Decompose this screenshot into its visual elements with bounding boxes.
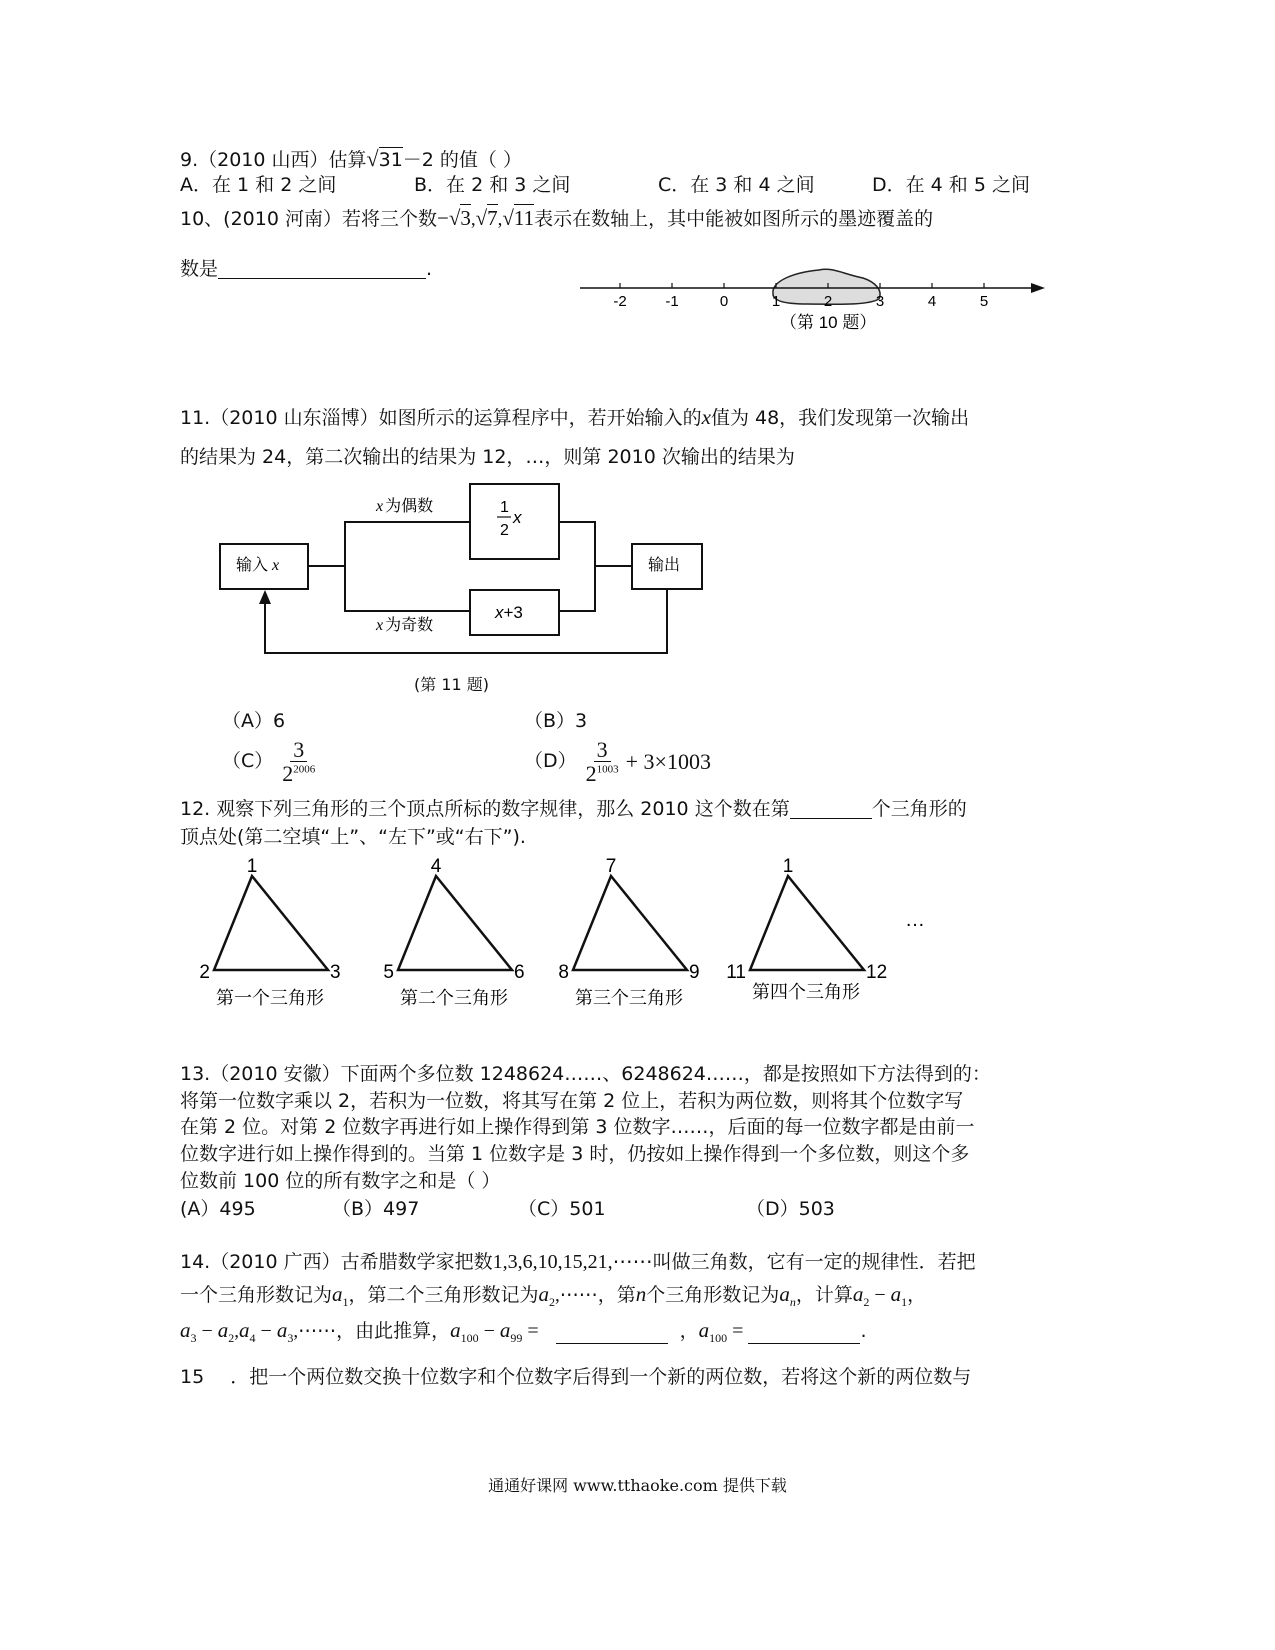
number-line-figure bbox=[575, 262, 1055, 340]
subscript: 3 bbox=[190, 1330, 197, 1345]
triangle-caption: 第一个三角形 bbox=[216, 988, 324, 1008]
q12-lead-b: 个三角形的 bbox=[871, 798, 967, 820]
var-a: a bbox=[499, 1318, 511, 1342]
minus: − bbox=[478, 1320, 500, 1342]
triangle-2 bbox=[398, 876, 512, 970]
d-numerator: 3 bbox=[594, 738, 611, 762]
equals: = bbox=[522, 1320, 544, 1342]
subscript: 100 bbox=[460, 1330, 479, 1345]
minus-sign: − bbox=[436, 206, 449, 230]
figure-10-caption: （第 10 题） bbox=[780, 313, 877, 332]
q9-radicand: 31 bbox=[378, 149, 403, 171]
comma: , bbox=[497, 209, 503, 230]
minus: − bbox=[255, 1320, 277, 1342]
q14-line1 bbox=[180, 1252, 976, 1272]
q9-stem bbox=[180, 148, 522, 170]
option-c-label: （C） bbox=[222, 750, 274, 773]
option-d-fraction bbox=[583, 738, 622, 785]
vertex-label-left: 8 bbox=[558, 962, 569, 983]
period: . bbox=[860, 1320, 867, 1342]
connector-upper bbox=[345, 522, 470, 611]
vertex-label-left: 11 bbox=[726, 962, 746, 983]
triangle-caption: 第二个三角形 bbox=[400, 988, 508, 1008]
q12-line1 bbox=[180, 800, 967, 819]
vertex-label-right: 6 bbox=[514, 962, 525, 983]
vertex-label-right: 3 bbox=[330, 962, 341, 983]
q13-option-d: （D）503 bbox=[746, 1198, 835, 1220]
var-a: a bbox=[239, 1318, 250, 1342]
axis-tick-label: 4 bbox=[927, 293, 937, 310]
var-a: a bbox=[180, 1318, 191, 1342]
output-label: 输出 bbox=[648, 557, 681, 574]
q14-text: ，第 bbox=[597, 1284, 636, 1306]
sqrt-sign: √ bbox=[502, 206, 514, 230]
q10-answer-line bbox=[180, 258, 432, 279]
c-base: 2 bbox=[282, 761, 294, 787]
subscript: 2 bbox=[549, 1294, 556, 1309]
q11-option-b: （B）3 bbox=[524, 710, 588, 732]
half-numerator: 1 bbox=[500, 499, 509, 516]
feedback-arrow bbox=[259, 590, 271, 604]
ellipsis: ,⋯⋯ bbox=[293, 1321, 337, 1342]
triangle-4 bbox=[750, 876, 864, 970]
axis-arrow bbox=[1031, 283, 1045, 293]
q13-line1: 13.（2010 安徽）下面两个多位数 1248624……、6248624……，都是按照如下方法得到的： bbox=[180, 1063, 991, 1085]
q10-radicand-3: 11 bbox=[513, 206, 535, 230]
triangle-caption: 第三个三角形 bbox=[575, 988, 683, 1008]
var-a: a bbox=[276, 1318, 288, 1342]
q9-option-a: A．在 1 和 2 之间 bbox=[180, 174, 337, 196]
q10-lead: 10、(2010 河南）若将三个数 bbox=[180, 208, 437, 230]
triangle-caption: 第四个三角形 bbox=[752, 982, 860, 1002]
d-base: 2 bbox=[585, 761, 597, 787]
axis-tick-label: 2 bbox=[823, 293, 833, 310]
vertex-label-top: 1 bbox=[246, 856, 258, 877]
q11-option-c bbox=[222, 738, 318, 785]
var-a: a bbox=[538, 1282, 550, 1306]
d-exponent: 1003 bbox=[596, 763, 619, 776]
q13-option-c: （C）501 bbox=[518, 1198, 606, 1220]
c-numerator: 3 bbox=[290, 738, 307, 762]
axis-tick-label: -1 bbox=[665, 293, 679, 310]
feedback-loop bbox=[265, 589, 667, 653]
plus3-label: x+3 bbox=[495, 603, 523, 622]
q14-line2 bbox=[180, 1284, 926, 1308]
even-branch-label: x 为偶数 bbox=[376, 498, 434, 515]
q11-line2: 的结果为 24，第二次输出的结果为 12，…，则第 2010 次输出的结果为 bbox=[180, 446, 795, 468]
period: . bbox=[426, 258, 433, 280]
q13-line5: 位数前 100 位的所有数字之和是（ ） bbox=[180, 1170, 501, 1192]
comma: ， bbox=[907, 1284, 927, 1306]
q14-text: ，计算 bbox=[795, 1284, 853, 1306]
q11-lead: 11.（2010 山东淄博）如图所示的运算程序中，若开始输入的 bbox=[180, 407, 702, 429]
q9-option-c: C．在 3 和 4 之间 bbox=[658, 174, 815, 196]
q12-lead: 12. 观察下列三角形的三个顶点所标的数字规律，那么 2010 这个数在第 bbox=[180, 798, 790, 820]
q14-line3 bbox=[180, 1320, 866, 1344]
subscript: n bbox=[789, 1294, 796, 1309]
var-a: a bbox=[890, 1282, 902, 1306]
flowchart bbox=[210, 478, 720, 668]
q14-text: 一个三角形数记为 bbox=[180, 1284, 333, 1306]
q12-line2: 顶点处(第二空填“上”、“左下”或“右下”). bbox=[180, 826, 526, 848]
q13-line4: 位数字进行如上操作得到的。当第 1 位数字是 3 时，仍按如上操作得到一个多位数，则这个多 bbox=[180, 1143, 970, 1165]
minus: − bbox=[869, 1284, 891, 1306]
figure-11-caption: (第 11 题) bbox=[414, 675, 490, 694]
comma: , bbox=[470, 209, 476, 230]
q11-option-d bbox=[524, 738, 711, 785]
connector-merge-upper bbox=[559, 522, 595, 611]
minus: − bbox=[196, 1320, 218, 1342]
d-tail: + 3×1003 bbox=[625, 748, 711, 774]
connector-lower bbox=[345, 566, 470, 611]
subscript: 2 bbox=[863, 1294, 870, 1309]
var-a: a bbox=[779, 1282, 790, 1306]
vertex-label-right: 12 bbox=[866, 962, 888, 983]
q11-lead-b: 值为 48，我们发现第一次输出 bbox=[710, 407, 970, 429]
answer-blank[interactable] bbox=[218, 258, 426, 279]
sqrt-sign: √ bbox=[475, 206, 488, 230]
triangular-sequence: 1,3,6,10,15,21,⋯⋯ bbox=[492, 1251, 653, 1273]
subscript: 100 bbox=[709, 1330, 728, 1345]
q15-text: ．把一个两位数交换十位数字和个位数字后得到一个新的两位数，若将这个新的两位数与 bbox=[230, 1366, 972, 1388]
subscript: 3 bbox=[287, 1330, 294, 1345]
q14-text: 个三角形数记为 bbox=[646, 1284, 780, 1306]
var-a: a bbox=[450, 1318, 461, 1342]
vertex-label-top: 1 bbox=[782, 856, 794, 877]
half-x: x bbox=[513, 508, 522, 527]
q14-lead: 14.（2010 广西）古希腊数学家把数 bbox=[180, 1251, 493, 1273]
var-a: a bbox=[852, 1282, 864, 1306]
q10-line2: 数是 bbox=[180, 258, 219, 280]
option-c-fraction bbox=[279, 738, 318, 785]
input-label: 输入 x bbox=[236, 557, 280, 574]
axis-tick-label: 1 bbox=[771, 293, 781, 310]
q9-tail: －2 的值（ ） bbox=[402, 149, 522, 171]
sqrt-sign: √ bbox=[366, 146, 379, 171]
var-a: a bbox=[332, 1282, 343, 1306]
q10-radicand-1: 3 bbox=[460, 206, 471, 230]
triangle-3 bbox=[573, 876, 687, 970]
c-exponent: 2006 bbox=[293, 763, 316, 776]
q9-option-d: D．在 4 和 5 之间 bbox=[872, 174, 1030, 196]
axis-tick-label: 3 bbox=[875, 293, 885, 310]
var-a: a bbox=[698, 1318, 710, 1342]
triangle-1 bbox=[214, 876, 328, 970]
odd-branch-label: x 为奇数 bbox=[376, 617, 434, 634]
page-footer: 通通好课网 www.tthaoke.com 提供下载 bbox=[488, 1476, 787, 1495]
q13-option-a: (A）495 bbox=[180, 1198, 256, 1220]
var-n: n bbox=[635, 1282, 647, 1306]
variable-x: x bbox=[701, 405, 711, 429]
ellipsis: ,⋯⋯ bbox=[555, 1285, 598, 1306]
triangles-figure bbox=[180, 848, 940, 1016]
q9-lead: 9.（2010 山西）估算 bbox=[180, 149, 367, 171]
q13-line3: 在第 2 位。对第 2 位数字再进行如上操作得到第 3 位数字……，后面的每一位数字都是由前一 bbox=[180, 1116, 975, 1138]
subscript: 4 bbox=[249, 1330, 256, 1345]
var-a: a bbox=[217, 1318, 229, 1342]
sqrt-sign: √ bbox=[448, 206, 461, 230]
half-denominator: 2 bbox=[500, 522, 509, 539]
q13-line2: 将第一位数字乘以 2，若积为一位数，将其写在第 2 位上，若积为两位数，则将其个位数字写 bbox=[180, 1090, 964, 1112]
axis-tick-label: -2 bbox=[613, 293, 627, 310]
q11-line1 bbox=[180, 407, 969, 428]
vertex-label-top: 4 bbox=[430, 856, 442, 877]
q10-tail: 表示在数轴上，其中能被如图所示的墨迹覆盖的 bbox=[534, 208, 934, 230]
answer-blank[interactable] bbox=[790, 800, 872, 819]
axis-tick-label: 5 bbox=[979, 293, 989, 310]
q13-option-b: （B）497 bbox=[332, 1198, 420, 1220]
comma: ， bbox=[679, 1320, 699, 1342]
q15-line1 bbox=[180, 1368, 971, 1387]
q9-option-b: B．在 2 和 3 之间 bbox=[414, 174, 571, 196]
subscript: 2 bbox=[228, 1330, 235, 1345]
subscript: 99 bbox=[510, 1330, 523, 1345]
equals: = bbox=[727, 1320, 749, 1342]
axis-tick-label: 0 bbox=[719, 293, 729, 310]
q10-radicand-2: 7 bbox=[487, 206, 498, 230]
q14-text: ，第二个三角形数记为 bbox=[348, 1284, 539, 1306]
q10-stem bbox=[180, 208, 933, 229]
comma: , bbox=[234, 1321, 240, 1342]
q11-option-a: （A）6 bbox=[222, 710, 286, 732]
subscript: 1 bbox=[901, 1294, 908, 1309]
q14-tail: 叫做三角数，它有一定的规律性．若把 bbox=[652, 1251, 976, 1273]
answer-blank[interactable] bbox=[748, 1325, 860, 1344]
vertex-label-left: 2 bbox=[199, 962, 210, 983]
q14-text: ，由此推算， bbox=[336, 1320, 451, 1342]
continuation-ellipsis: … bbox=[905, 909, 925, 931]
vertex-label-top: 7 bbox=[605, 856, 617, 877]
subscript: 1 bbox=[342, 1294, 349, 1309]
q15-number: 15 bbox=[180, 1366, 205, 1388]
option-d-label: （D） bbox=[524, 750, 577, 773]
answer-blank[interactable] bbox=[556, 1325, 668, 1344]
vertex-label-left: 5 bbox=[383, 962, 394, 983]
vertex-label-right: 9 bbox=[689, 962, 700, 983]
